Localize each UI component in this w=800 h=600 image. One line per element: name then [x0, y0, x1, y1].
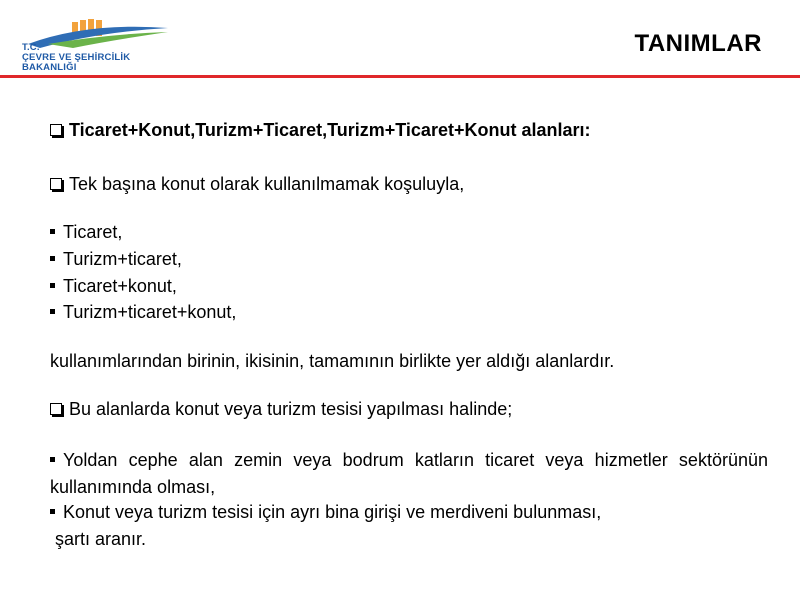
- list-item: [50, 249, 768, 270]
- closing-text: şartı aranır.: [55, 529, 147, 549]
- square-bullet-icon: [50, 509, 55, 514]
- use-item-text: Turizm+ticaret+konut,: [63, 302, 237, 322]
- use-item-text: Ticaret,: [63, 222, 123, 242]
- square-bullet-icon: [50, 457, 55, 462]
- checkbox-bullet-icon: [50, 124, 62, 136]
- logo-text-ministry: ÇEVRE VE ŞEHİRCİLİK: [22, 52, 131, 63]
- square-bullet-icon: [50, 309, 55, 314]
- square-bullet-icon: [50, 229, 55, 234]
- condition-intro-line: [50, 399, 768, 420]
- intro-line: [50, 174, 768, 195]
- header-divider: [0, 75, 800, 78]
- condition-1-line: [50, 450, 768, 471]
- ministry-logo: [18, 14, 178, 74]
- condition-2-line: [50, 502, 768, 523]
- page-title: TANIMLAR: [634, 30, 762, 57]
- list-item: [50, 222, 768, 243]
- square-bullet-icon: [50, 283, 55, 288]
- list-item: [50, 302, 768, 323]
- intro-text: Tek başına konut olarak kullanılmamak koşuluyla,: [69, 174, 465, 194]
- condition-2-text: Konut veya turizm tesisi için ayrı bina girişi ve merdiveni bulunması,: [63, 502, 602, 522]
- condition-1-text: Yoldan cephe alan zemin veya bodrum katların ticaret veya hizmetler sektörünün: [63, 450, 768, 470]
- list-item: [50, 276, 768, 297]
- checkbox-bullet-icon: [50, 403, 62, 415]
- ministry-logo-icon: [18, 14, 178, 54]
- logo-text-tc: T.C.: [22, 42, 40, 53]
- condition-1-continuation: kullanımında olması,: [50, 477, 216, 497]
- use-item-text: Ticaret+konut,: [63, 276, 177, 296]
- checkbox-bullet-icon: [50, 178, 62, 190]
- heading-line: [50, 120, 768, 141]
- square-bullet-icon: [50, 256, 55, 261]
- heading-text: Ticaret+Konut,Turizm+Ticaret,Turizm+Ticaret+Konut alanları:: [69, 120, 591, 140]
- condition-intro-text: Bu alanlarda konut veya turizm tesisi yapılması halinde;: [69, 399, 513, 419]
- use-item-text: Turizm+ticaret,: [63, 249, 182, 269]
- logo-text-bakanlik: BAKANLIĞI: [22, 62, 77, 73]
- definition-text: kullanımlarından birinin, ikisinin, tamamının birlikte yer aldığı alanlardır.: [50, 351, 615, 371]
